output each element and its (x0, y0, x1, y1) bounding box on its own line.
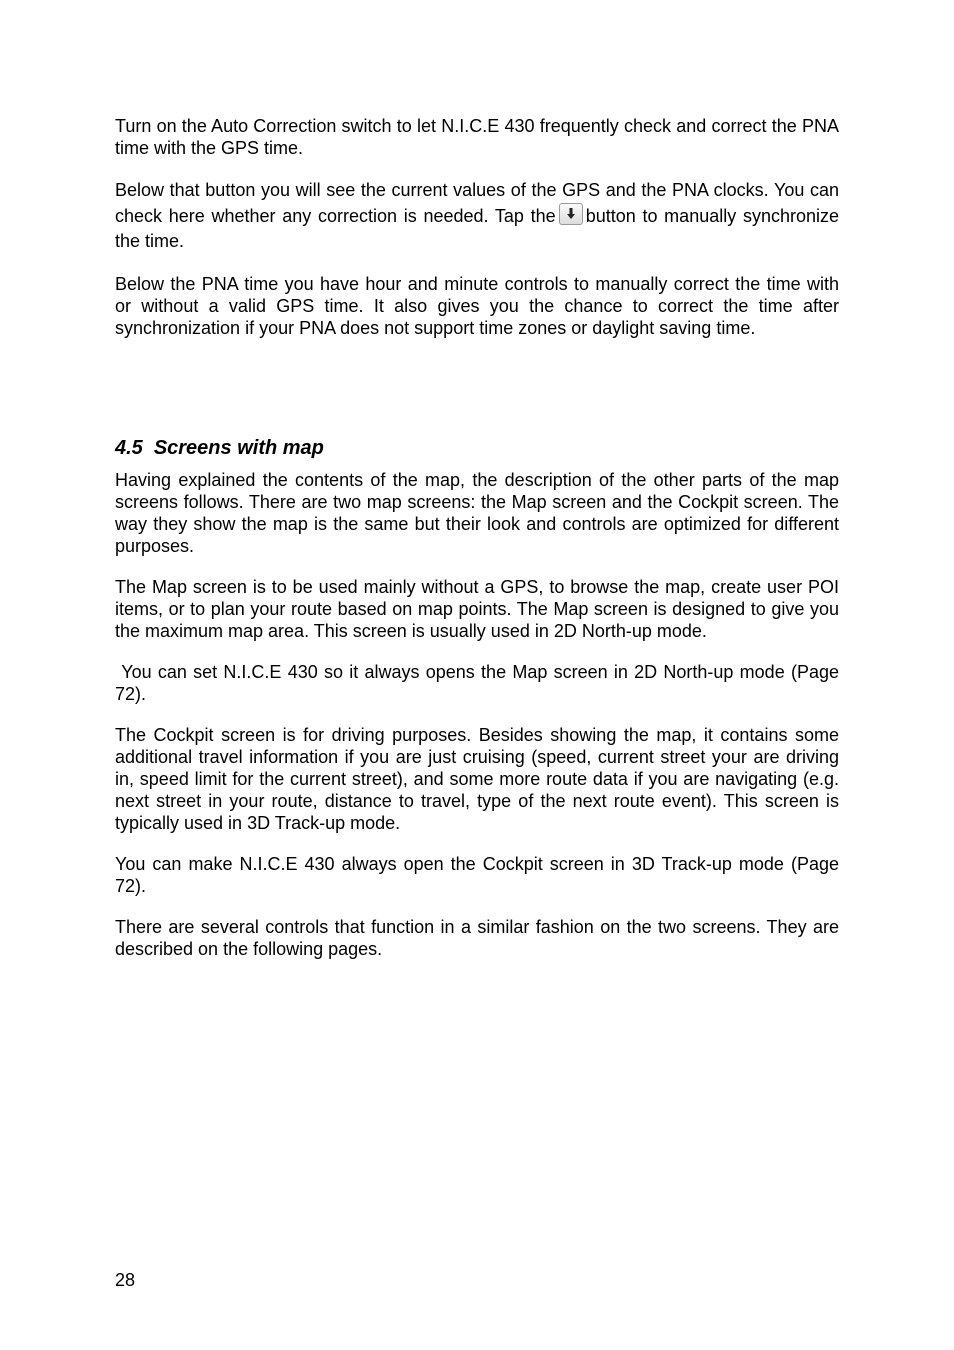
paragraph-map-screen: The Map screen is to be used mainly without a GPS, to browse the map, create user POI items, or to plan your route based on map points. The Map screen is designed to give you the maximum map area. This screen is usually used in 2D North-up mode. (115, 577, 839, 641)
paragraph-cockpit-screen-setting: You can make N.I.C.E 430 always open the Cockpit screen in 3D Track-up mode (Page 72). (115, 854, 839, 896)
page-body (115, 115, 845, 960)
paragraph-clock-values-text-before: Below that button you will see the current values of the GPS and the PNA clocks. You can check here whether any correction is needed. Tap the (115, 180, 839, 226)
paragraph-clock-values-text-after: button to manually synchronize the time. (115, 206, 839, 251)
paragraph-map-screens-intro: Having explained the contents of the map, the description of the other parts of the map screens follows. There are two map screens: the Map screen and the Cockpit screen. The way they show the map is the same but their look and controls are optimized for different purposes. (115, 470, 839, 556)
section-title: Screens with map (153, 437, 324, 459)
sync-down-arrow-icon (559, 203, 583, 225)
section-number: 4.5 (115, 437, 143, 459)
section-heading (115, 435, 839, 461)
paragraph-manual-correction: Below the PNA time you have hour and minute controls to manually correct the time with or without a valid GPS time. It also gives you the chance to correct the time after synchronization if your PNA does not support time zones or daylight saving time. (115, 274, 839, 338)
paragraph-clock-values (115, 178, 839, 254)
paragraph-map-screen-setting: You can set N.I.C.E 430 so it always opens the Map screen in 2D North-up mode (Page 72). (115, 662, 845, 704)
page-number: 28 (115, 1270, 136, 1290)
paragraph-shared-controls: There are several controls that function in a similar fashion on the two screens. They are described on the following pages. (115, 917, 839, 959)
paragraph-cockpit-screen: The Cockpit screen is for driving purposes. Besides showing the map, it contains some additional travel information if you are just cruising (speed, current street your are driving in, speed limit for the current street), and some more route data if you are navigating (e.g. next street in your route, distance to travel, type of the next route event). This screen is typically used in 3D Track-up mode. (115, 725, 839, 833)
paragraph-auto-correction: Turn on the Auto Correction switch to let N.I.C.E 430 frequently check and correct the PNA time with the GPS time. (115, 116, 839, 158)
